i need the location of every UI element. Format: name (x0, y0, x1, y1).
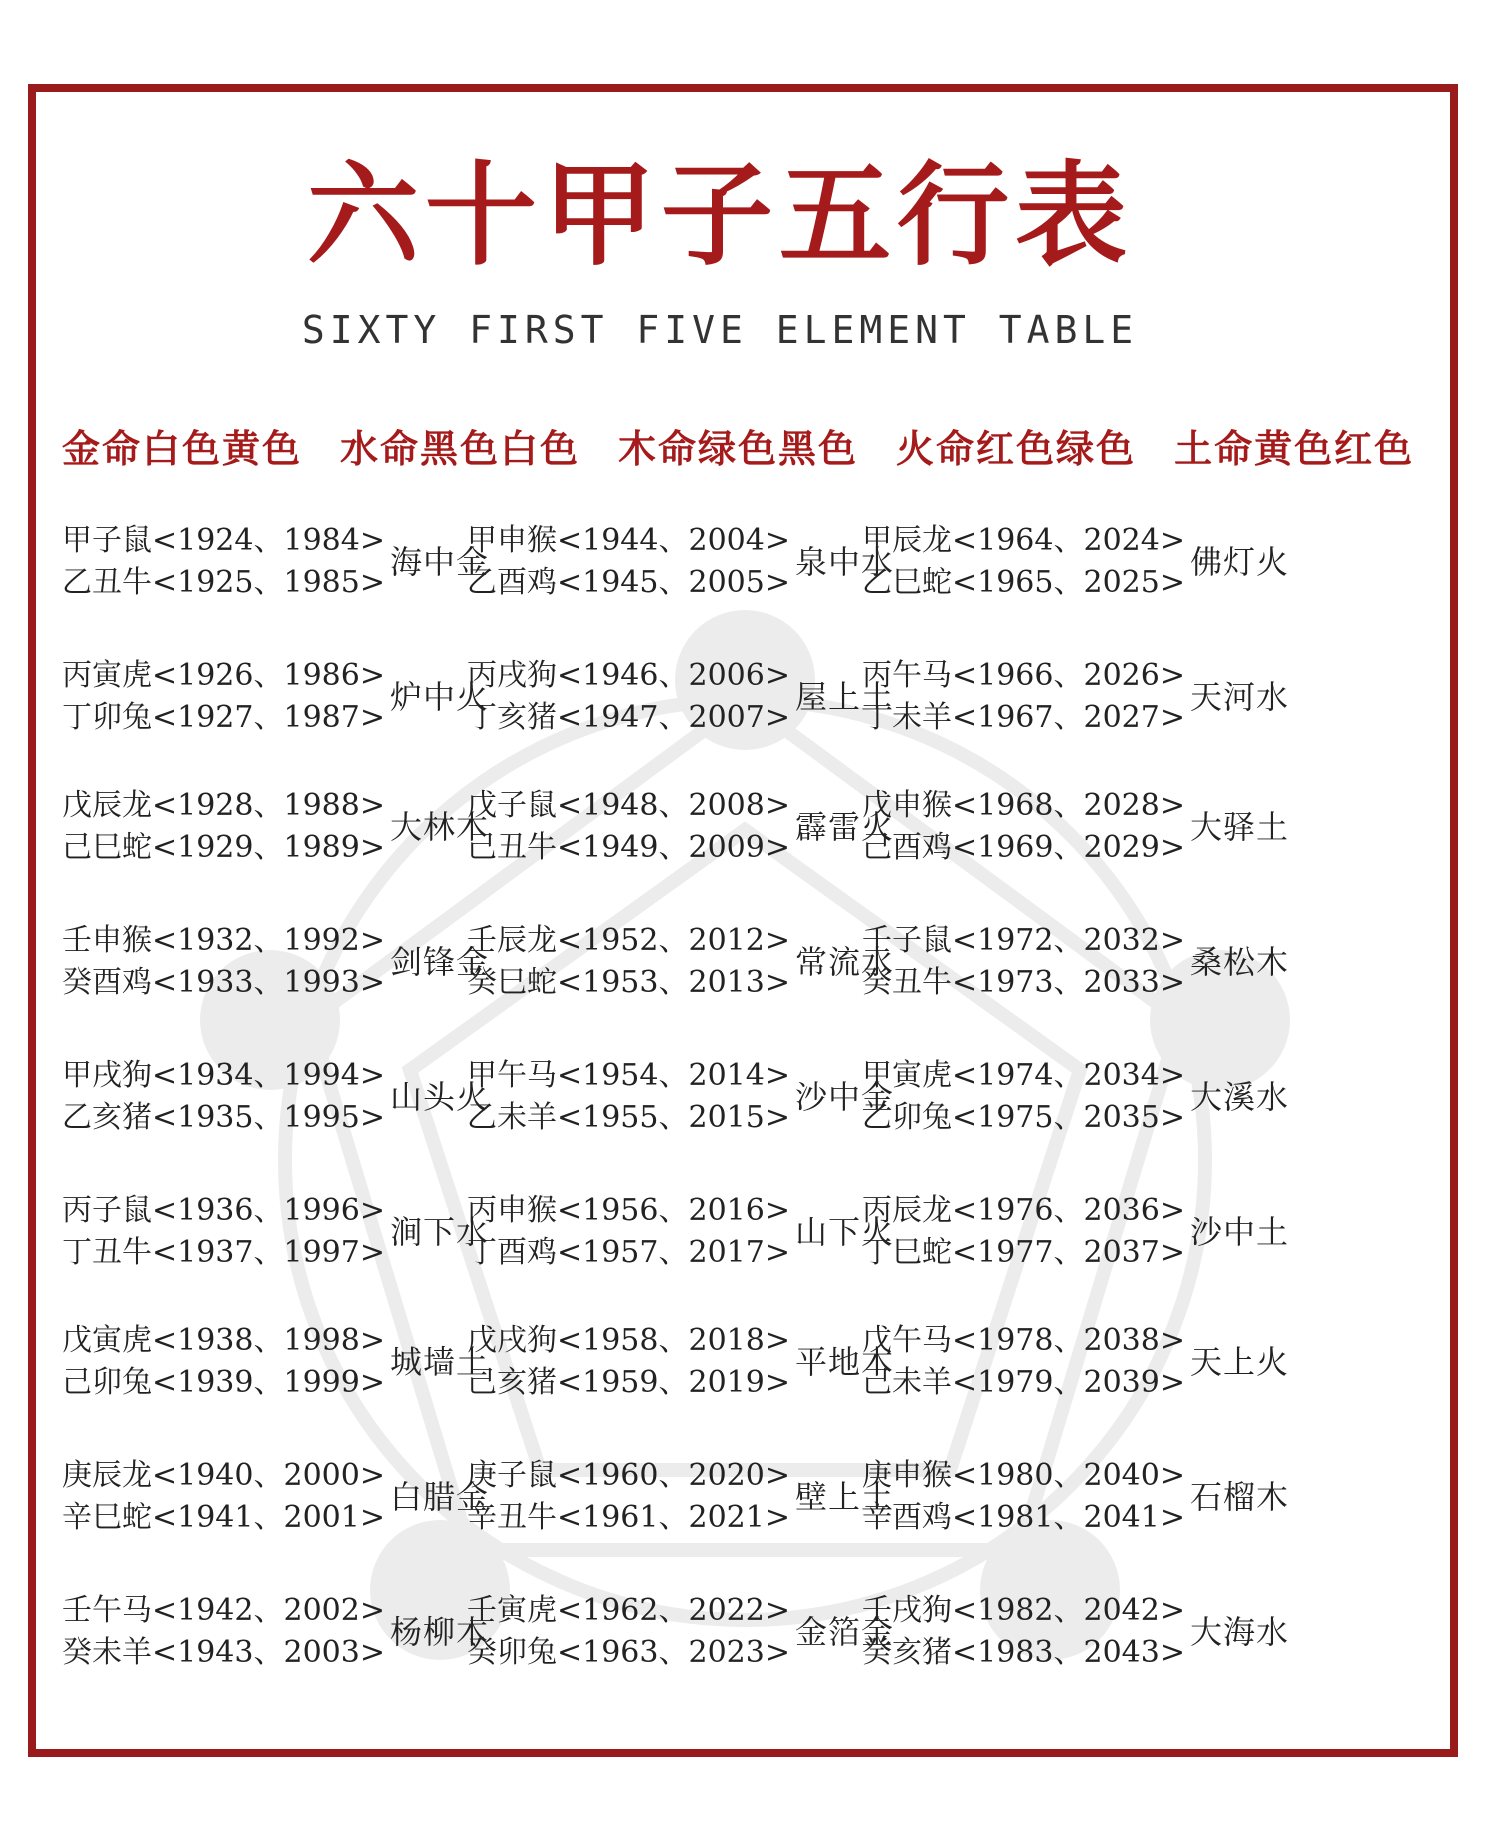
year-pair (62, 1320, 392, 1404)
legend-item-metal: 金命白色黄色 (62, 425, 303, 471)
table-row (62, 1320, 1442, 1420)
year-line: 癸卯兔<1963、2023> (467, 1635, 790, 1670)
table-row (62, 655, 1442, 755)
table-entry (467, 920, 927, 1020)
nayin-element: 涧下水 (390, 1213, 490, 1251)
year-line: 戊寅虎<1938、1998> (62, 1323, 385, 1358)
nayin-element: 金箔金 (795, 1613, 895, 1651)
table-row (62, 1190, 1442, 1290)
nayin-element: 天河水 (1190, 678, 1290, 716)
year-pair (467, 655, 797, 739)
year-line: 丙辰龙<1976、2036> (862, 1193, 1185, 1228)
year-line: 乙未羊<1955、2015> (467, 1100, 790, 1135)
year-pair (862, 520, 1192, 604)
year-line: 癸未羊<1943、2003> (62, 1635, 385, 1670)
year-line: 壬辰龙<1952、2012> (467, 923, 790, 958)
year-pair (862, 655, 1192, 739)
element-color-legend (62, 420, 1442, 470)
year-line: 庚申猴<1980、2040> (862, 1458, 1185, 1493)
year-line: 丙午马<1966、2026> (862, 658, 1185, 693)
table-entry (467, 655, 927, 755)
table-entry (62, 1190, 522, 1290)
year-pair (62, 655, 392, 739)
table-row (62, 1055, 1442, 1155)
table-entry (62, 520, 522, 620)
legend-item-wood: 木命绿色黑色 (618, 425, 859, 471)
year-line: 戊午马<1978、2038> (862, 1323, 1185, 1358)
year-line: 辛巳蛇<1941、2001> (62, 1500, 385, 1535)
table-row (62, 785, 1442, 885)
nayin-element: 石榴木 (1190, 1478, 1290, 1516)
table-row (62, 1590, 1442, 1690)
year-pair (62, 520, 392, 604)
table-row (62, 520, 1442, 620)
legend-item-earth: 土命黄色红色 (1174, 425, 1415, 471)
year-line: 己酉鸡<1969、2029> (862, 830, 1185, 865)
table-entry (862, 920, 1322, 1020)
table-entry (467, 785, 927, 885)
year-pair (467, 1455, 797, 1539)
year-line: 癸亥猪<1983、2043> (862, 1635, 1185, 1670)
year-line: 壬戌狗<1982、2042> (862, 1593, 1185, 1628)
table-entry (62, 1590, 522, 1690)
nayin-element: 霹雷火 (795, 808, 895, 846)
table-entry (467, 1455, 927, 1555)
nayin-element: 平地木 (795, 1343, 895, 1381)
year-line: 甲寅虎<1974、2034> (862, 1058, 1185, 1093)
year-line: 甲申猴<1944、2004> (467, 523, 790, 558)
table-entry (62, 920, 522, 1020)
nayin-element: 白腊金 (390, 1478, 490, 1516)
nayin-element: 天上火 (1190, 1343, 1290, 1381)
nayin-element: 大溪水 (1190, 1078, 1290, 1116)
year-line: 丁未羊<1967、2027> (862, 700, 1185, 735)
year-line: 癸酉鸡<1933、1993> (62, 965, 385, 1000)
nayin-element: 屋上土 (795, 678, 895, 716)
year-line: 壬子鼠<1972、2032> (862, 923, 1185, 958)
year-line: 乙卯兔<1975、2035> (862, 1100, 1185, 1135)
year-line: 丙寅虎<1926、1986> (62, 658, 385, 693)
year-line: 壬午马<1942、2002> (62, 1593, 385, 1628)
year-line: 癸巳蛇<1953、2013> (467, 965, 790, 1000)
year-pair (862, 1055, 1192, 1139)
table-entry (862, 1190, 1322, 1290)
year-line: 甲子鼠<1924、1984> (62, 523, 385, 558)
table-entry (862, 520, 1322, 620)
table-entry (862, 1055, 1322, 1155)
year-line: 己亥猪<1959、2019> (467, 1365, 790, 1400)
nayin-element: 常流水 (795, 943, 895, 981)
year-pair (62, 1055, 392, 1139)
year-line: 丙申猴<1956、2016> (467, 1193, 790, 1228)
table-entry (62, 1055, 522, 1155)
year-line: 乙亥猪<1935、1995> (62, 1100, 385, 1135)
year-pair (62, 920, 392, 1004)
year-line: 丁巳蛇<1977、2037> (862, 1235, 1185, 1270)
nayin-element: 大林木 (390, 808, 490, 846)
nayin-element: 泉中水 (795, 543, 895, 581)
table-row (62, 1455, 1442, 1555)
year-pair (467, 920, 797, 1004)
year-line: 己卯兔<1939、1999> (62, 1365, 385, 1400)
nayin-element: 沙中金 (795, 1078, 895, 1116)
nayin-element: 炉中火 (390, 678, 490, 716)
legend-item-fire: 火命红色绿色 (896, 425, 1137, 471)
nayin-element: 海中金 (390, 543, 490, 581)
nayin-element: 佛灯火 (1190, 543, 1290, 581)
year-line: 乙酉鸡<1945、2005> (467, 565, 790, 600)
year-pair (467, 785, 797, 869)
nayin-element: 沙中土 (1190, 1213, 1290, 1251)
year-pair (862, 785, 1192, 869)
year-pair (62, 1455, 392, 1539)
table-entry (862, 1590, 1322, 1690)
year-line: 甲辰龙<1964、2024> (862, 523, 1185, 558)
nayin-element: 大海水 (1190, 1613, 1290, 1651)
table-entry (862, 1320, 1322, 1420)
table-entry (862, 785, 1322, 885)
year-line: 丁亥猪<1947、2007> (467, 700, 790, 735)
year-pair (862, 1320, 1192, 1404)
year-pair (467, 1590, 797, 1674)
year-line: 辛丑牛<1961、2021> (467, 1500, 790, 1535)
table-entry (62, 1455, 522, 1555)
page-subtitle: SIXTY FIRST FIVE ELEMENT TABLE (301, 308, 1139, 352)
year-line: 壬申猴<1932、1992> (62, 923, 385, 958)
year-line: 丁卯兔<1927、1987> (62, 700, 385, 735)
year-pair (467, 1190, 797, 1274)
nayin-element: 山下火 (795, 1213, 895, 1251)
year-line: 戊申猴<1968、2028> (862, 788, 1185, 823)
nayin-element: 壁上土 (795, 1478, 895, 1516)
year-line: 戊子鼠<1948、2008> (467, 788, 790, 823)
year-pair (862, 1590, 1192, 1674)
year-pair (862, 920, 1192, 1004)
year-line: 戊辰龙<1928、1988> (62, 788, 385, 823)
table-row (62, 920, 1442, 1020)
year-line: 丙戌狗<1946、2006> (467, 658, 790, 693)
table-entry (467, 1190, 927, 1290)
year-pair (467, 1055, 797, 1139)
nayin-element: 大驿土 (1190, 808, 1290, 846)
year-line: 庚子鼠<1960、2020> (467, 1458, 790, 1493)
year-line: 己未羊<1979、2039> (862, 1365, 1185, 1400)
year-line: 丁丑牛<1937、1997> (62, 1235, 385, 1270)
year-pair (467, 1320, 797, 1404)
page-title: 六十甲子五行表 (307, 150, 1133, 281)
year-pair (62, 1590, 392, 1674)
year-line: 丁酉鸡<1957、2017> (467, 1235, 790, 1270)
year-pair (62, 785, 392, 869)
table-entry (862, 655, 1322, 755)
nayin-element: 城墙土 (390, 1343, 490, 1381)
year-line: 庚辰龙<1940、2000> (62, 1458, 385, 1493)
table-entry (467, 520, 927, 620)
year-line: 壬寅虎<1962、2022> (467, 1593, 790, 1628)
legend-item-water: 水命黑色白色 (340, 425, 581, 471)
table-entry (62, 1320, 522, 1420)
year-line: 辛酉鸡<1981、2041> (862, 1500, 1185, 1535)
year-line: 甲戌狗<1934、1994> (62, 1058, 385, 1093)
table-entry (62, 785, 522, 885)
nayin-element: 剑锋金 (390, 943, 490, 981)
year-line: 癸丑牛<1973、2033> (862, 965, 1185, 1000)
year-pair (467, 520, 797, 604)
table-entry (467, 1320, 927, 1420)
year-line: 乙巳蛇<1965、2025> (862, 565, 1185, 600)
year-pair (62, 1190, 392, 1274)
table-entry (62, 655, 522, 755)
table-entry (467, 1590, 927, 1690)
table-entry (862, 1455, 1322, 1555)
year-line: 甲午马<1954、2014> (467, 1058, 790, 1093)
nayin-element: 山头火 (390, 1078, 490, 1116)
nayin-element: 杨柳木 (390, 1613, 490, 1651)
year-pair (862, 1190, 1192, 1274)
year-line: 丙子鼠<1936、1996> (62, 1193, 385, 1228)
year-pair (862, 1455, 1192, 1539)
year-line: 乙丑牛<1925、1985> (62, 565, 385, 600)
year-line: 己巳蛇<1929、1989> (62, 830, 385, 865)
year-line: 己丑牛<1949、2009> (467, 830, 790, 865)
table-entry (467, 1055, 927, 1155)
year-line: 戊戌狗<1958、2018> (467, 1323, 790, 1358)
nayin-element: 桑松木 (1190, 943, 1290, 981)
